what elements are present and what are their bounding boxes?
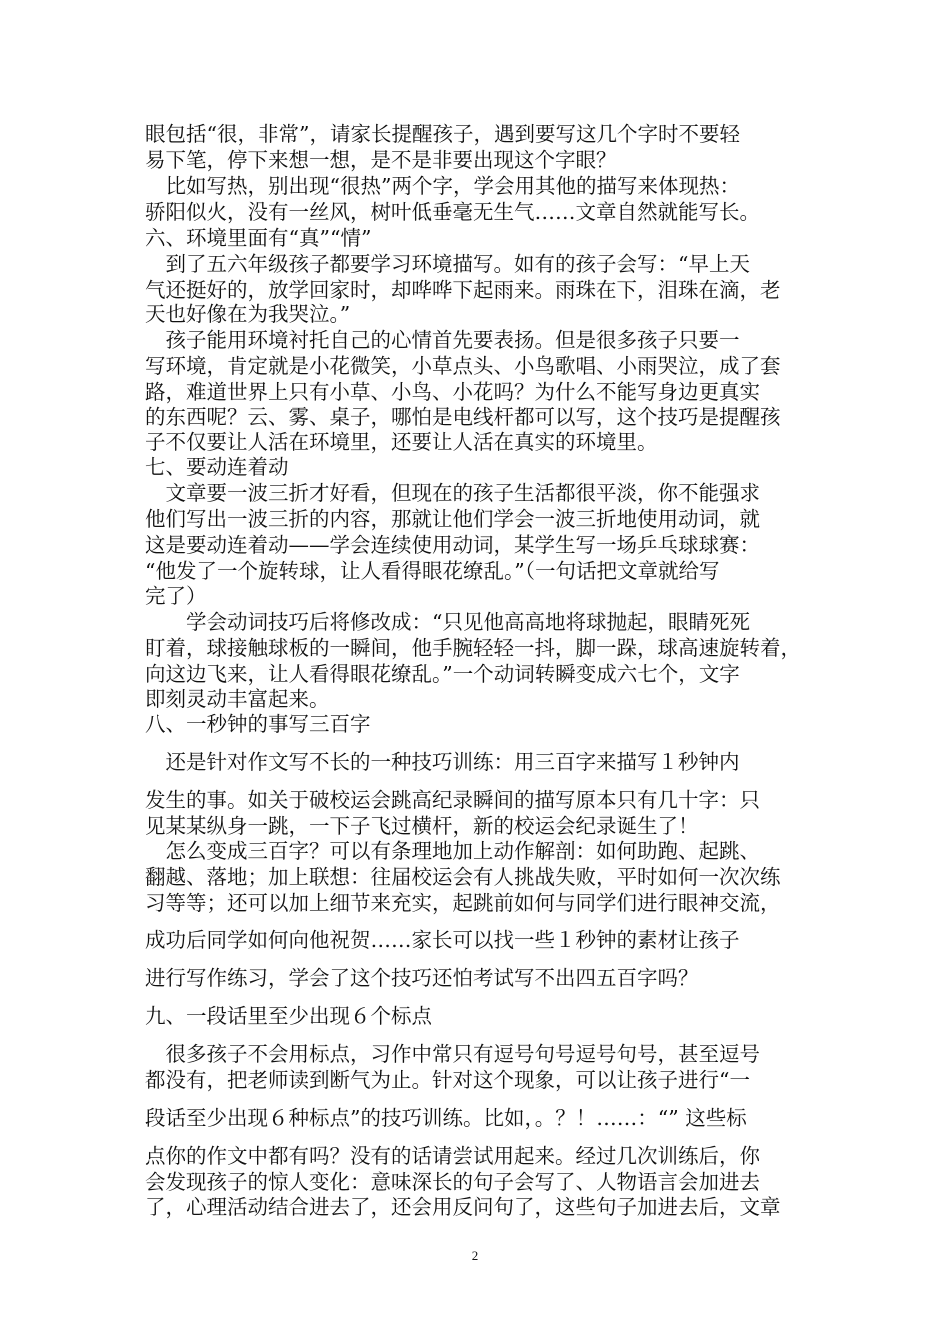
text-line: 很多孩子不会用标点，习作中常只有逗号句号逗号句号，甚至逗号 xyxy=(145,1042,760,1066)
text-line: 成功后同学如何向他祝贺……家长可以找一些１秒钟的素材让孩子 xyxy=(145,928,740,952)
text-line: 会发现孩子的惊人变化：意味深长的句子会写了、人物语言会加进去 xyxy=(145,1170,760,1194)
section-heading: 七、要动连着动 xyxy=(145,455,289,479)
section-heading: 六、环境里面有“真”“情” xyxy=(145,226,372,250)
text-line: 孩子能用环境衬托自己的心情首先要表扬。但是很多孩子只要一 xyxy=(145,328,740,352)
text-line: 进行写作练习，学会了这个技巧还怕考试写不出四五百字吗？ xyxy=(145,966,699,990)
text-line: 到了五六年级孩子都要学习环境描写。如有的孩子会写：“早上天 xyxy=(145,252,750,276)
text-line: 文章要一波三折才好看，但现在的孩子生活都很平淡，你不能强求 xyxy=(145,481,760,505)
text-line: 气还挺好的，放学回家时，却哗哗下起雨来。雨珠在下，泪珠在滴，老 xyxy=(145,278,781,302)
text-line: 比如写热，别出现“很热”两个字，学会用其他的描写来体现热： xyxy=(145,174,740,198)
text-line: 见某某纵身一跳，一下子飞过横杆，新的校运会纪录诞生了！ xyxy=(145,814,699,838)
text-line: 他们写出一波三折的内容，那就让他们学会一波三折地使用动词，就 xyxy=(145,507,760,531)
text-line: 眼包括“很，非常”，请家长提醒孩子，遇到要写这几个字时不要轻 xyxy=(145,122,740,146)
text-line: 还是针对作文写不长的一种技巧训练：用三百字来描写１秒钟内 xyxy=(145,750,740,774)
text-line: 都没有，把老师读到断气为止。针对这个现象，可以让孩子进行“一 xyxy=(145,1068,750,1092)
section-heading: 八、一秒钟的事写三百字 xyxy=(145,712,371,736)
text-line: 这是要动连着动——学会连续使用动词，某学生写一场乒乓球球赛： xyxy=(145,533,760,557)
text-line: 向这边飞来，让人看得眼花缭乱。”一个动词转瞬变成六七个，文字 xyxy=(145,662,740,686)
text-line: 发生的事。如关于破校运会跳高纪录瞬间的描写原本只有几十字：只 xyxy=(145,788,760,812)
page-number: 2 xyxy=(471,1248,479,1263)
text-line: 天也好像在为我哭泣。” xyxy=(145,302,351,326)
text-line: 骄阳似火，没有一丝风，树叶低垂毫无生气……文章自然就能写长。 xyxy=(145,200,760,224)
section-heading: 九、一段话里至少出现６个标点 xyxy=(145,1004,432,1028)
text-line: 路，难道世界上只有小草、小鸟、小花吗？为什么不能写身边更真实 xyxy=(145,380,760,404)
text-line: “他发了一个旋转球，让人看得眼花缭乱。”（一句话把文章就给写 xyxy=(145,559,720,583)
text-line: 段话至少出现６种标点”的技巧训练。比如，。？！……：“” 这些标 xyxy=(145,1106,747,1130)
text-line: 的东西呢？云、雾、桌子，哪怕是电线杆都可以写，这个技巧是提醒孩 xyxy=(145,405,781,429)
text-line: 易下笔，停下来想一想，是不是非要出现这个字眼？ xyxy=(145,148,617,172)
text-line: 点你的作文中都有吗？没有的话请尝试用起来。经过几次训练后，你 xyxy=(145,1144,760,1168)
text-line: 翻越、落地；加上联想：往届校运会有人挑战失败，平时如何一次次练 xyxy=(145,865,781,889)
text-line: 子不仅要让人活在环境里，还要让人活在真实的环境里。 xyxy=(145,430,658,454)
text-line: 盯着，球接触球板的一瞬间，他手腕轻轻一抖，脚一跺，球高速旋转着， xyxy=(145,636,801,660)
text-line: 了，心理活动结合进去了，还会用反问句了，这些句子加进去后，文章 xyxy=(145,1195,781,1219)
text-line: 学会动词技巧后将修改成：“只见他高高地将球抛起，眼睛死死 xyxy=(145,610,750,634)
text-line: 怎么变成三百字？可以有条理地加上动作解剖：如何助跑、起跳、 xyxy=(145,839,760,863)
text-line: 习等等；还可以加上细节来充实，起跳前如何与同学们进行眼神交流， xyxy=(145,891,781,915)
text-line: 写环境，肯定就是小花微笑，小草点头、小鸟歌唱、小雨哭泣，成了套 xyxy=(145,354,781,378)
text-line: 完了） xyxy=(145,584,207,608)
text-line: 即刻灵动丰富起来。 xyxy=(145,687,330,711)
